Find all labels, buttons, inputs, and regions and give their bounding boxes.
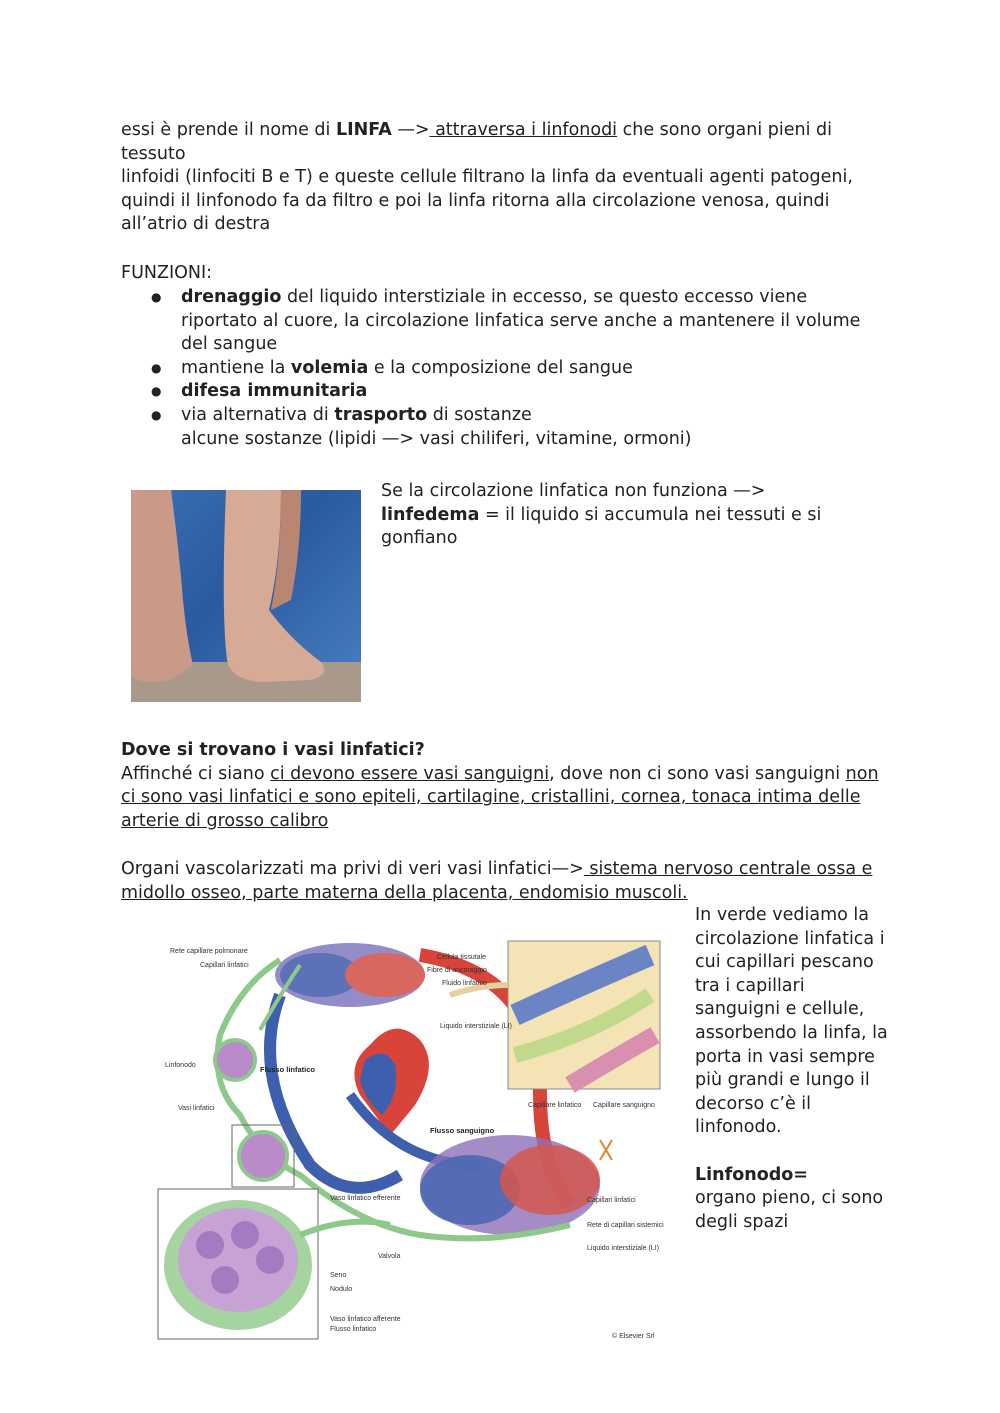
dove-underline-1: ci devono essere vasi sanguigni [270, 763, 550, 784]
label-cellula-tissutale: Cellula tissutale [437, 954, 487, 961]
side-paragraph-1: In verde vediamo la circolazione linfatica i cui capillari pescano tra i capillari sanguigni e cellule, assorbendo la linfa, la porta in vasi sempre più grandi e lungo il decorso c’è il linfonodo. [695, 905, 888, 1138]
legs-illustration [131, 490, 361, 702]
funzioni-item-text: e la composizione del sangue [368, 357, 633, 378]
side-paragraph-2: organo pieno, ci sono degli spazi [695, 1188, 884, 1232]
lymph-node-small [215, 1040, 255, 1080]
dove-text-2: , dove non ci sono vasi sanguigni [549, 763, 846, 784]
label-fluido-linfatico: Fluido linfatico [442, 980, 487, 987]
funzioni-item-text: di sostanze [427, 404, 532, 425]
side-spacer [695, 1140, 895, 1164]
dove-text-1: Affinché ci siano [121, 763, 271, 784]
linfedema-paragraph [381, 480, 861, 551]
dove-paragraph [121, 739, 881, 833]
funzioni-item-text: del liquido interstiziale in eccesso, se questo eccesso viene riportato al cuore, la circolazione linfatica serve anche a mantenere il volume del sangue [181, 287, 861, 355]
pulmonary-arteries [345, 953, 425, 997]
organi-text-1: Organi vascolarizzati ma privi di veri vasi linfatici—> [121, 859, 584, 879]
funzioni-list [121, 286, 861, 451]
label-flusso-sanguigno: Flusso sanguigno [430, 1126, 495, 1135]
label-rete-capillari-sistemici: Rete di capillari sistemici [587, 1222, 664, 1229]
label-flusso-linfatico: Flusso linfatico [260, 1065, 316, 1074]
label-rete-polmonare: Rete capillare polmonare [170, 948, 248, 955]
linfedema-photo [131, 490, 361, 702]
linfedema-text-2: = il liquido si accumula nei tessuti e si gonfiano [381, 504, 822, 549]
funzioni-item-drenaggio [121, 286, 861, 357]
label-copyright: © Elsevier Srl [612, 1333, 655, 1340]
side-linfonodo-bold: Linfonodo= [695, 1164, 808, 1185]
funzioni-item-volemia [121, 357, 861, 381]
label-liquido-interstiziale-2: Liquido interstiziale (LI) [587, 1245, 659, 1252]
dove-heading: Dove si trovano i vasi linfatici? [121, 740, 425, 760]
intro-text-1: essi è prende il nome di [121, 120, 336, 140]
label-capillare-sanguigno: Capillare sanguigno [593, 1102, 655, 1109]
funzioni-item-bold: volemia [290, 357, 369, 378]
label-linfonodo: Linfonodo [165, 1062, 196, 1069]
intro-underline-linfonodi: attraversa i linfonodi [429, 120, 618, 140]
funzioni-item-bold: difesa immunitaria [181, 381, 368, 402]
label-capillari-linfatici: Capillari linfatici [200, 962, 249, 969]
diagram-svg [150, 935, 665, 1343]
nodule-4 [211, 1266, 239, 1294]
linfedema-bold: linfedema [381, 504, 480, 525]
label-liquido-interstiziale: Liquido interstiziale (LI) [440, 1023, 512, 1030]
funzioni-item-text: via alternativa di [181, 404, 335, 425]
label-vaso-afferente: Vaso linfatico afferente [330, 1316, 401, 1323]
organi-paragraph [121, 858, 881, 905]
systemic-arteries [500, 1145, 600, 1215]
funzioni-heading: FUNZIONI: [121, 263, 213, 283]
lymphatic-circulation-diagram [150, 935, 665, 1343]
label-seno: Seno [330, 1272, 347, 1279]
intro-paragraph [121, 119, 881, 237]
label-nodulo: Nodulo [330, 1286, 353, 1293]
nodule-1 [196, 1231, 224, 1259]
label-valvola: Valvola [378, 1253, 401, 1260]
intro-text-4: linfoidi (linfociti B e T) e queste cellule filtrano la linfa da eventuali agenti patogeni, quindi il linfonodo fa da filtro e poi la linfa ritorna alla circolazione venosa, quindi all’atrio di destra [121, 167, 853, 235]
funzioni-item-bold: trasporto [334, 404, 428, 425]
intro-text-3: che sono organi pieni di tessuto [121, 120, 833, 164]
organi-underline: sistema nervoso centrale ossa e midollo osseo, parte materna della placenta, endomisio muscoli. [121, 859, 873, 903]
nodule-2 [231, 1221, 259, 1249]
label-capillari-linfatici-2: Capillari linfatici [587, 1197, 636, 1204]
intro-arrow: —> [391, 120, 430, 140]
label-flusso-linfatico-2: Flusso linfatico [330, 1326, 377, 1333]
dove-underline-2: non ci sono vasi linfatici e sono epiteli, cartilagine, cristallini, cornea, tonaca intima delle arterie di grosso calibro [121, 763, 879, 831]
intro-linfa: LINFA [335, 120, 392, 140]
compass-icon [600, 1140, 612, 1160]
side-text [695, 904, 895, 1234]
funzioni-item-trasporto [121, 404, 861, 451]
nodule-3 [256, 1246, 284, 1274]
funzioni-item-difesa [121, 380, 861, 404]
funzioni-item-bold: drenaggio [181, 287, 282, 307]
funzioni-item-text: alcune sostanze (lipidi —> vasi chiliferi, vitamine, ormoni) [181, 428, 692, 449]
linfedema-text-1: Se la circolazione linfatica non funziona —> [381, 481, 766, 501]
lymph-node-medium [239, 1132, 287, 1180]
label-vasi-linfatici: Vasi linfatici [178, 1105, 215, 1112]
label-capillare-linfatico: Capillare linfatico [528, 1102, 582, 1109]
label-vaso-efferente: Vaso linfatico efferente [330, 1195, 401, 1202]
funzioni-item-text: mantiene la [181, 357, 291, 378]
label-fibre-ancoraggio: Fibre di ancoraggio [427, 967, 487, 974]
